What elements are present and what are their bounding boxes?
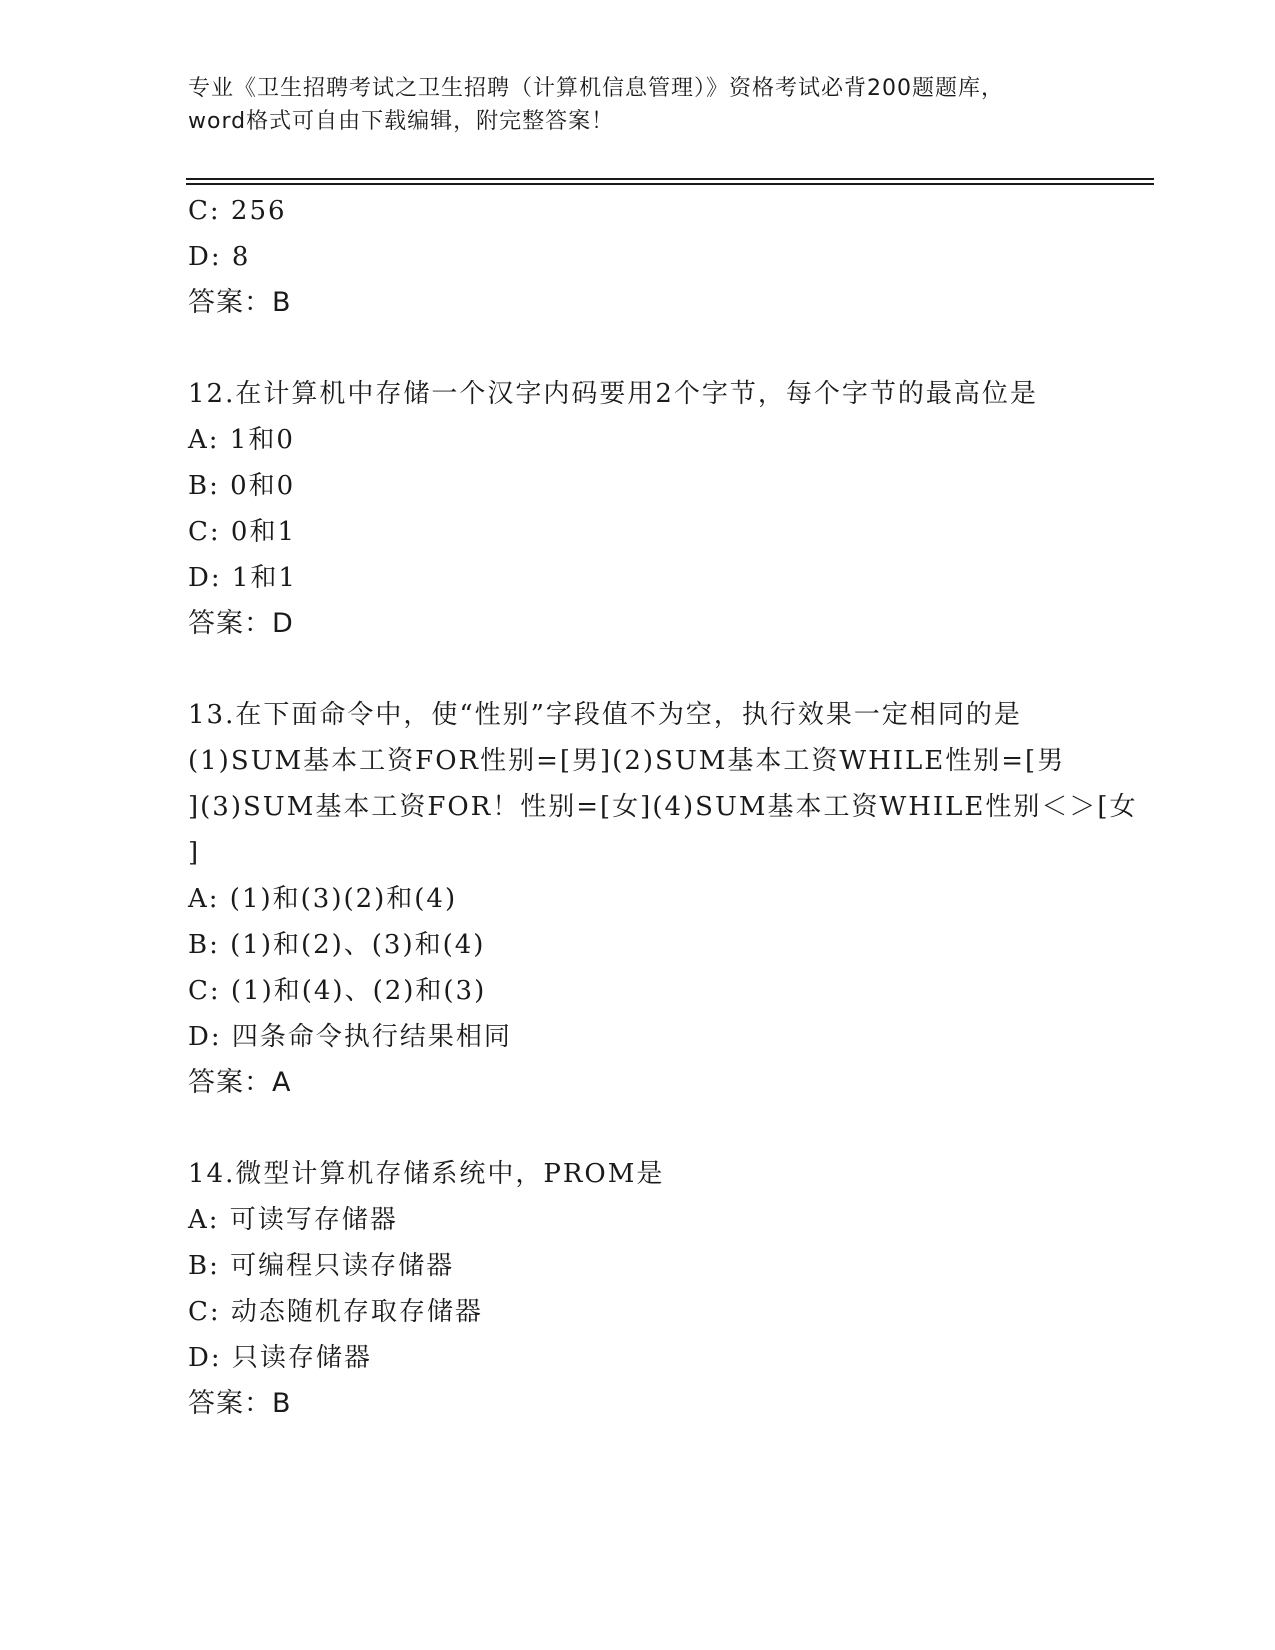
question-text-line-1: 13.在下面命令中，使“性别”字段值不为空，执行效果一定相同的是 xyxy=(188,700,1022,730)
header-line-2: word格式可自由下载编辑，附完整答案！ xyxy=(188,109,615,134)
header-line-1: 专业《卫生招聘考试之卫生招聘（计算机信息管理）》资格考试必背200题题库， xyxy=(188,76,1004,101)
spacer xyxy=(188,647,1088,692)
question-block-14 xyxy=(188,1151,1088,1427)
answer-line: 答案：A xyxy=(188,1067,292,1098)
option-d: D: 8 xyxy=(188,242,251,272)
option-b: B: (1)和(2)、(3)和(4) xyxy=(188,930,486,960)
header-divider-top xyxy=(186,178,1154,180)
option-d: D: 1和1 xyxy=(188,563,297,593)
question-text-line-3: ](3)SUM基本工资FOR！性别=[女](4)SUM基本工资WHILE性别＜＞[女 xyxy=(188,792,1138,822)
document-header xyxy=(188,72,1088,138)
option-a: A: (1)和(3)(2)和(4) xyxy=(188,884,458,914)
option-d: D: 只读存储器 xyxy=(188,1343,372,1373)
question-text: 12.在计算机中存储一个汉字内码要用2个字节，每个字节的最高位是 xyxy=(188,379,1038,409)
option-b: B: 0和0 xyxy=(188,471,296,501)
question-block-12 xyxy=(188,371,1088,647)
answer-line: 答案：D xyxy=(188,608,294,639)
question-block-13 xyxy=(188,692,1138,1106)
option-a: A: 1和0 xyxy=(188,425,295,455)
question-list xyxy=(188,188,1138,1427)
option-c: C: 动态随机存取存储器 xyxy=(188,1297,483,1327)
header-divider-bottom xyxy=(186,183,1154,185)
option-c: C: 256 xyxy=(188,196,287,226)
option-c: C: (1)和(4)、(2)和(3) xyxy=(188,976,487,1006)
spacer xyxy=(188,326,1088,371)
option-a: A: 可读写存储器 xyxy=(188,1205,398,1235)
question-text-line-2: (1)SUM基本工资FOR性别=[男](2)SUM基本工资WHILE性别=[男 xyxy=(188,746,1066,776)
option-b: B: 可编程只读存储器 xyxy=(188,1251,455,1281)
option-d: D: 四条命令执行结果相同 xyxy=(188,1022,512,1052)
question-block-partial xyxy=(188,188,1088,326)
answer-line: 答案：B xyxy=(188,1388,292,1419)
option-c: C: 0和1 xyxy=(188,517,297,547)
spacer xyxy=(188,1106,1088,1151)
question-text-line-4: ] xyxy=(188,838,201,868)
question-text: 14.微型计算机存储系统中，PROM是 xyxy=(188,1159,665,1189)
answer-line: 答案：B xyxy=(188,287,292,318)
